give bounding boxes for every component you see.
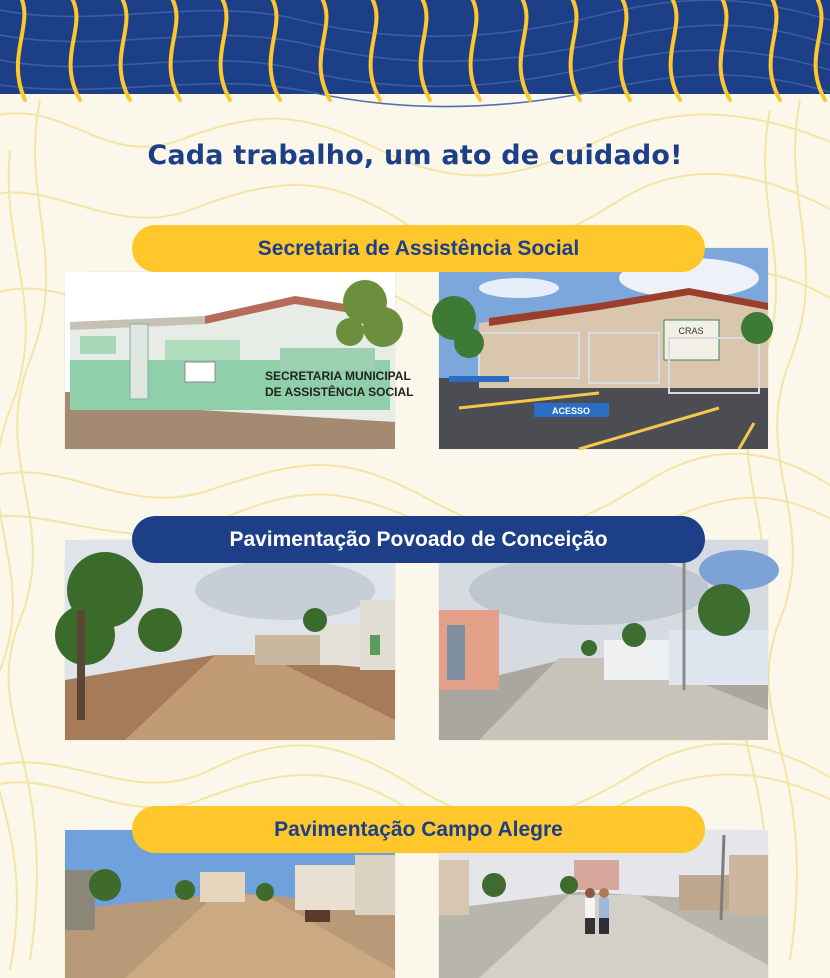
- secretaria-sign-line-1: SECRETARIA MUNICIPAL: [265, 369, 411, 383]
- section-title-povoado-conceicao: Pavimentação Povoado de Conceição: [132, 516, 705, 563]
- photo-conceicao-paved-road: [439, 540, 768, 740]
- page-headline: Cada trabalho, um ato de cuidado!: [147, 140, 683, 171]
- section-title-campo-alegre: Pavimentação Campo Alegre: [132, 806, 705, 853]
- top-decorative-band: [0, 0, 830, 94]
- section-title-assistencia-social: Secretaria de Assistência Social: [132, 225, 705, 272]
- acesso-marking: ACESSO: [551, 406, 591, 416]
- cras-sign: CRAS: [678, 326, 704, 336]
- photo-secretaria-building: [65, 272, 414, 449]
- photo-cras-building: [439, 248, 768, 449]
- secretaria-sign-line-2: DE ASSISTÊNCIA SOCIAL: [265, 385, 414, 399]
- photo-conceicao-dirt-road: [65, 540, 395, 740]
